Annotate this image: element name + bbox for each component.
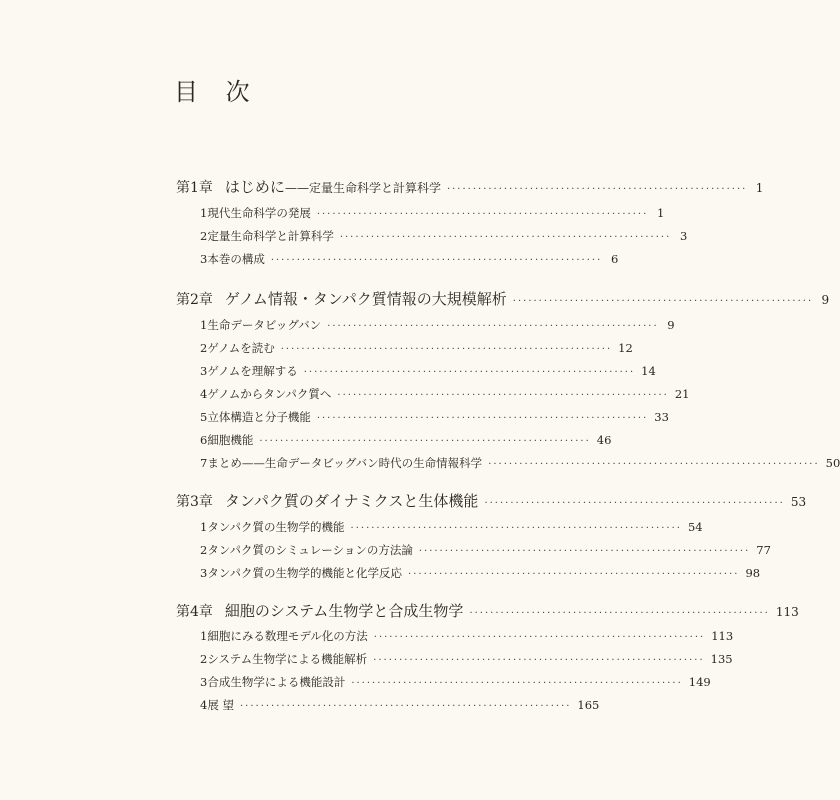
section-title: 合成生物学による機能設計 [207,675,346,689]
chapter-page-number: 1 [755,181,764,195]
leader-dots: ································································ [408,569,740,580]
section-title: タンパク質のシミュレーションの方法論 [207,543,413,557]
leader-dots: ································································ [418,546,751,557]
leader-dots: ································································ [270,255,603,266]
leader-dots: ································································ [303,367,636,378]
leader-dots: ································································ [351,678,683,689]
chapter-title: 細胞のシステム生物学と合成生物学 [224,602,464,620]
section-2-2-row[interactable] [200,340,633,356]
chapter-subtitle: ——定量生命科学と計算科学 [284,181,441,195]
leader-dots: ································································ [239,701,572,712]
section-title: タンパク質の生物学的機能 [207,520,345,534]
section-title: 生命データビッグバン [207,318,322,332]
chapter-label: 第3章 [176,494,213,510]
section-number: 2 [200,229,208,243]
leader-dots: ································································ [488,459,820,470]
chapter-label: 第2章 [176,292,213,308]
section-page-number: 3 [679,229,688,243]
leader-dots: ································································ [316,413,649,424]
section-title: まとめ——生命データビッグバン時代の生命情報科学 [207,456,483,470]
section-number: 2 [200,543,208,557]
section-page-number: 1 [656,206,665,220]
leader-dots: ································································ [373,655,705,666]
chapter-title: ゲノム情報・タンパク質情報の大規模解析 [224,290,507,308]
section-title: 本巻の構成 [207,252,265,266]
section-2-3-row[interactable] [200,363,656,379]
section-number: 5 [200,410,208,424]
section-4-4-row[interactable] [200,697,600,713]
section-title: 展 望 [207,698,234,712]
section-page-number: 149 [688,675,711,689]
section-number: 3 [200,675,208,689]
chapter-title: はじめに [224,178,285,196]
chapter-page-number: 53 [790,495,807,509]
section-number: 1 [200,206,208,220]
section-title: 現代生命科学の発展 [207,206,311,220]
chapter-1-row[interactable] [176,176,764,197]
section-number: 4 [200,387,208,401]
section-number: 2 [200,341,208,355]
section-4-3-row[interactable] [200,674,711,690]
section-page-number: 14 [641,364,656,378]
leader-dots: ································································ [337,390,669,401]
section-page-number: 54 [687,520,703,534]
section-1-2-row[interactable] [200,228,688,244]
section-number: 1 [200,629,208,643]
section-page-number: 135 [710,652,733,666]
section-2-6-row[interactable] [200,432,612,448]
chapter-title: タンパク質のダイナミクスと生体機能 [224,492,479,510]
section-number: 3 [200,364,208,378]
section-title: タンパク質の生物学的機能と化学反応 [207,566,403,580]
section-page-number: 46 [596,433,612,447]
section-4-1-row[interactable] [200,628,734,644]
leader-dots: ································································ [339,232,672,243]
leader-dots: ·························································· [512,296,814,307]
section-title: 定量生命科学と計算科学 [207,229,334,243]
leader-dots: ·························································· [446,184,748,195]
leader-dots: ·························································· [484,498,785,509]
leader-dots: ································································ [316,209,649,220]
section-4-2-row[interactable] [200,651,733,667]
chapter-page-number: 9 [821,293,830,307]
section-page-number: 12 [618,341,633,355]
section-number: 4 [200,698,208,712]
section-2-7-row[interactable] [200,455,840,471]
chapter-page-number: 113 [775,605,799,619]
section-number: 2 [200,652,208,666]
section-title: システム生物学による機能解析 [207,652,368,666]
section-page-number: 50 [825,456,840,470]
section-1-1-row[interactable] [200,205,665,221]
section-2-4-row[interactable] [200,386,690,402]
section-title: ゲノムからタンパク質へ [207,387,332,401]
leader-dots: ································································ [350,523,682,534]
page-title: 目 次 [174,78,260,106]
leader-dots: ·························································· [469,608,770,619]
section-page-number: 113 [711,629,734,643]
section-page-number: 33 [654,410,669,424]
section-2-1-row[interactable] [200,317,675,333]
section-title: 細胞にみる数理モデル化の方法 [207,629,368,643]
section-page-number: 77 [756,543,771,557]
section-page-number: 165 [577,698,600,712]
section-number: 6 [200,433,208,447]
section-title: 立体構造と分子機能 [207,410,311,424]
section-3-1-row[interactable] [200,519,703,535]
section-number: 3 [200,566,208,580]
section-page-number: 6 [610,252,619,266]
leader-dots: ································································ [327,321,659,332]
section-title: 細胞機能 [207,433,254,447]
leader-dots: ································································ [259,436,591,447]
section-page-number: 9 [667,318,675,332]
section-title: ゲノムを読む [207,341,275,355]
chapter-4-row[interactable] [176,600,799,621]
section-number: 1 [200,318,208,332]
section-number: 3 [200,252,208,266]
leader-dots: ································································ [280,344,613,355]
section-2-5-row[interactable] [200,409,669,425]
section-number: 1 [200,520,208,534]
section-number: 7 [200,456,208,470]
section-3-2-row[interactable] [200,542,771,558]
section-page-number: 98 [745,566,761,580]
chapter-2-row[interactable] [176,288,830,309]
section-3-3-row[interactable] [200,565,761,581]
chapter-3-row[interactable] [176,490,807,511]
leader-dots: ································································ [373,632,706,643]
section-1-3-row[interactable] [200,251,619,267]
chapter-label: 第4章 [176,604,213,620]
chapter-label: 第1章 [176,180,213,196]
section-page-number: 21 [674,387,690,401]
section-title: ゲノムを理解する [207,364,298,378]
